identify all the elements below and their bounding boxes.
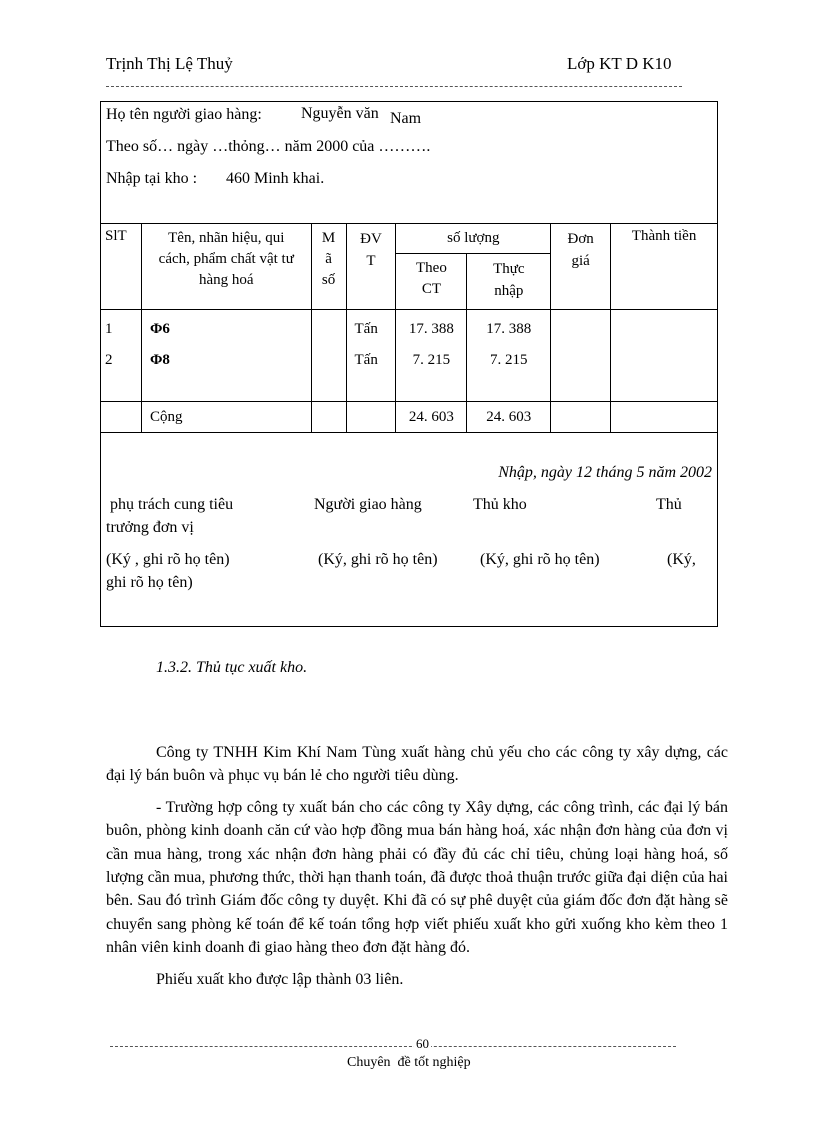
- sign-note-1: (Ký , ghi rõ họ tên): [106, 551, 230, 568]
- reference-line: Theo số… ngày …thỏng… năm 2000 của ……….: [106, 138, 431, 155]
- signer-deliverer: Người giao hàng: [314, 496, 422, 513]
- author-name: Trịnh Thị Lệ Thuỷ: [106, 54, 233, 73]
- deliverer-label: Họ tên người giao hàng:: [106, 106, 262, 123]
- table-row-items: [101, 310, 718, 402]
- item-unit: Tấn: [354, 352, 378, 368]
- item-actual-qty: 17. 388: [486, 321, 532, 337]
- item-doc-qty: 17. 388: [408, 321, 454, 337]
- total-doc-qty: 24. 603: [396, 402, 467, 433]
- footer-divider: [110, 1046, 676, 1047]
- col-header-quantity: số lượng: [396, 224, 551, 254]
- deliverer-name-tail: Nam: [390, 110, 422, 127]
- warehouse-label: Nhập tại kho :: [106, 170, 198, 187]
- sign-note-4: (Ký,: [667, 551, 696, 568]
- table-row-total: [101, 402, 718, 433]
- class-name: Lớp KT D K10: [567, 54, 672, 73]
- item-doc-qty: 7. 215: [412, 352, 451, 368]
- section-heading: 1.3.2. Thủ tục xuất kho.: [156, 659, 308, 676]
- row-no: 2: [105, 352, 113, 368]
- paragraph: Phiếu xuất kho được lập thành 03 liên.: [156, 970, 404, 988]
- col-header-code: M ã số: [311, 224, 346, 310]
- total-actual-qty: 24. 603: [467, 402, 551, 433]
- receipt-date: Nhập, ngày 12 tháng 5 năm 2002: [498, 464, 712, 481]
- signer-4: Thủ: [656, 496, 682, 513]
- item-name: Φ6: [149, 321, 170, 337]
- sign-note-1-cont: ghi rõ họ tên): [106, 574, 193, 591]
- signer-unit-head: trưởng đơn vị: [106, 519, 194, 536]
- item-unit: Tấn: [354, 321, 378, 337]
- body-text: [106, 741, 728, 991]
- deliverer-name: Nguyễn văn: [301, 105, 379, 122]
- sign-note-3: (Ký, ghi rõ họ tên): [480, 551, 600, 568]
- goods-table: [100, 223, 718, 433]
- footer-title: Chuyên đề tốt nghiệp: [347, 1055, 471, 1070]
- paragraph: - Trường hợp công ty xuất bán cho các công ty Xây dựng, các công trình, các đại lý bán buôn, phòng kinh doanh căn cứ vào hợp đồng mua bán hàng hoá, xác nhận đơn hàng của đơn vị cần mua hàng, trong xác nhận đơn hàng phải có đầy đủ các chỉ tiêu, chủng loại hàng hoá, số lượng cần mua, phương thức, thời hạn thanh toán, đã được thoả thuận trước giữa đại diện của hai bên. Sau đó trình Giám đốc công ty duyệt. Khi đã có sự phê duyệt của giám đốc đơn đặt hàng sẽ chuyển sang phòng kế toán để kế toán tổng hợp viết phiếu xuất kho gửi xuống kho kèm theo 1 nhân viên kinh doanh đi giao hàng theo đơn đặt hàng đó.: [106, 798, 728, 957]
- paragraph: Công ty TNHH Kim Khí Nam Tùng xuất hàng chủ yếu cho các công ty xây dựng, các đại lý bán buôn và phục vụ bán lẻ cho người tiêu dùng.: [106, 744, 728, 785]
- col-header-unit: ĐV T: [346, 224, 396, 310]
- row-no: 1: [105, 321, 113, 337]
- signer-storekeeper: Thủ kho: [473, 496, 527, 513]
- col-header-total: Thành tiền: [611, 224, 718, 310]
- col-header-name: Tên, nhãn hiệu, qui cách, phẩm chất vật tư hàng hoá: [141, 224, 311, 310]
- col-header-price: Đơn giá: [551, 224, 611, 310]
- col-header-stt: SlT: [101, 224, 142, 310]
- signer-supply-manager: phụ trách cung tiêu: [110, 496, 234, 513]
- item-actual-qty: 7. 215: [490, 352, 528, 368]
- total-label: Cộng: [141, 402, 311, 433]
- header-divider: [106, 86, 682, 87]
- col-header-qty-actual: Thực nhập: [467, 254, 551, 310]
- sign-note-2: (Ký, ghi rõ họ tên): [318, 551, 438, 568]
- page-number: 60: [416, 1036, 429, 1051]
- col-header-qty-doc: Theo CT: [396, 254, 467, 310]
- warehouse-value: 460 Minh khai.: [226, 170, 325, 187]
- item-name: Φ8: [149, 352, 170, 368]
